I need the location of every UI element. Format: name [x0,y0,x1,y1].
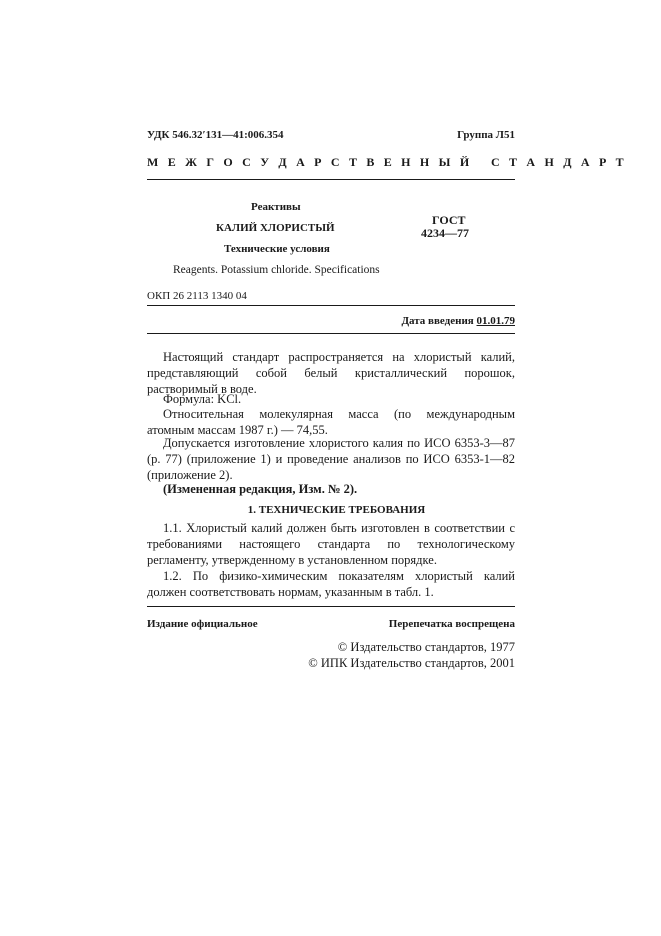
formula-paragraph: Формула: KCl. [163,392,242,406]
udc-code: УДК 546.32′131—41:006.354 [147,129,284,141]
introduction-date-label: Дата введения [401,315,474,327]
standard-type: М Е Ж Г О С У Д А Р С Т В Е Н Н Ы Й С Т А Н Д А Р Т [147,155,627,169]
okp-code: ОКП 26 2113 1340 04 [147,290,247,302]
header-rule [147,179,515,180]
intro-paragraph: Настоящий стандарт распространяется на хлористый калий, представляющий собой белый кристаллический порошок, растворимый в воде. [147,350,515,396]
okp-rule [147,305,515,306]
english-title: Reagents. Potassium chloride. Specifications [173,264,380,276]
section-heading: 1. ТЕХНИЧЕСКИЕ ТРЕБОВАНИЯ [247,504,426,516]
reprint-prohibited: Перепечатка воспрещена [388,618,515,630]
introduction-date-value: 01.01.79 [476,315,515,327]
introduction-date [401,315,515,327]
document-title: КАЛИЙ ХЛОРИСТЫЙ [216,222,335,234]
copyright-1977: © Издательство стандартов, 1977 [337,640,515,654]
iso-paragraph: Допускается изготовление хлористого калия по ИСО 6353-3—87 (р. 77) (приложение 1) и проведение анализов по ИСО 6353-1—82 (приложение 2). [147,436,515,482]
group-code: Группа Л51 [457,129,515,141]
gost-label: ГОСТ [432,213,466,227]
section-paragraph-1-2: 1.2. По физико-химическим показателям хлористый калий должен соответствовать нормам, указанным в табл. 1. [147,569,515,599]
gost-number: 4234—77 [421,226,469,240]
molecular-mass-paragraph: Относительная молекулярная масса (по международным атомным массам 1987 г.) — 74,55. [147,407,515,437]
footer-rule [147,606,515,607]
section-paragraph-1-1: 1.1. Хлористый калий должен быть изготовлен в соответствии с требованиями настоящего стандарта по технологическому регламенту, утвержденному в установленном порядке. [147,521,515,567]
official-edition: Издание официальное [147,618,258,630]
copyright-2001: © ИПК Издательство стандартов, 2001 [308,656,515,670]
date-rule [147,333,515,334]
document-category: Реактивы [251,201,301,213]
amendment-note: (Измененная редакция, Изм. № 2). [163,482,358,496]
document-subtitle: Технические условия [224,243,330,255]
